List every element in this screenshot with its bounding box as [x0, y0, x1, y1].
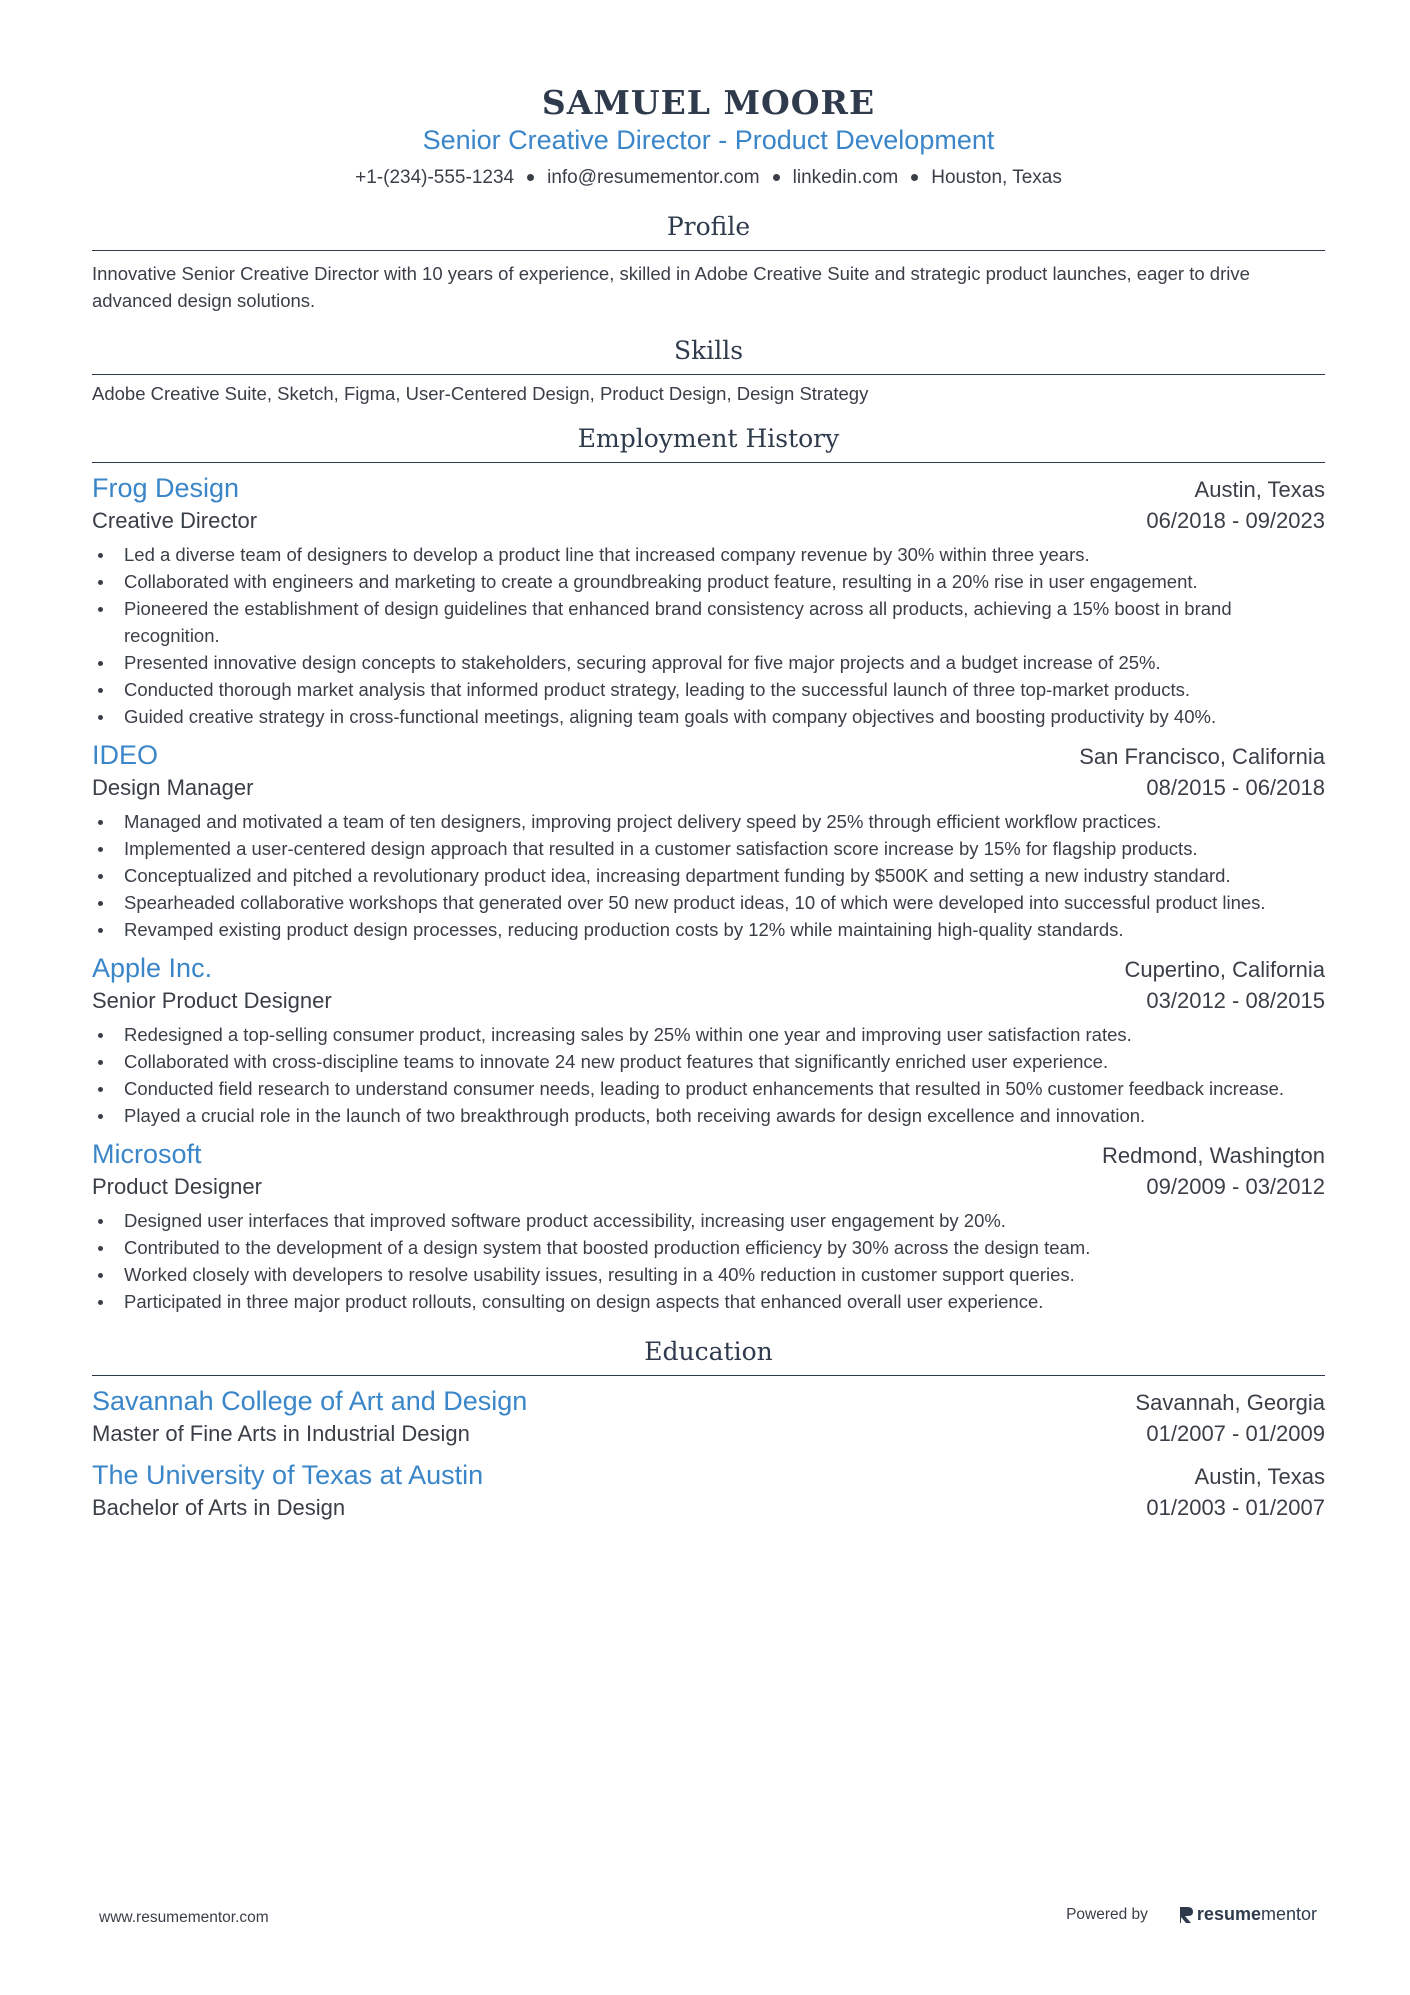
list-item: Presented innovative design concepts to stakeholders, securing approval for five major projects and a budget increase of 25%.: [92, 649, 1325, 676]
job-dates: 06/2018 - 09/2023: [1146, 508, 1325, 533]
contact-linkedin: linkedin.com: [792, 167, 899, 188]
list-item: Spearheaded collaborative workshops that generated over 50 new product ideas, 10 of which were developed into successful product lines.: [92, 889, 1325, 916]
list-item: Led a diverse team of designers to develop a product line that increased company revenue by 30% within three years.: [92, 541, 1325, 568]
list-item: Implemented a user-centered design approach that resulted in a customer satisfaction score increase by 15% for flagship products.: [92, 835, 1325, 862]
list-item: Conducted field research to understand consumer needs, leading to product enhancements that resulted in 50% customer feedback increase.: [92, 1075, 1325, 1102]
separator-dot: [773, 174, 780, 181]
job-dates: 09/2009 - 03/2012: [1146, 1174, 1325, 1199]
school-name: Savannah College of Art and Design: [92, 1386, 528, 1416]
resume-page: [92, 0, 1325, 1524]
education-heading: Education: [92, 1335, 1325, 1376]
skills-heading: Skills: [92, 334, 1325, 375]
job-bullets: [92, 808, 1325, 943]
degree: Bachelor of Arts in Design: [92, 1495, 346, 1520]
job-role: Senior Product Designer: [92, 988, 332, 1013]
job-company: Microsoft: [92, 1139, 202, 1169]
resume-header: [92, 0, 1325, 190]
job-bullets: [92, 541, 1325, 730]
employment-heading: Employment History: [92, 422, 1325, 463]
job-company: Frog Design: [92, 473, 240, 503]
job-dates: 08/2015 - 06/2018: [1146, 775, 1325, 800]
job-dates: 03/2012 - 08/2015: [1146, 988, 1325, 1013]
job-entry: [92, 738, 1325, 943]
list-item: Revamped existing product design processes, reducing production costs by 12% while maintaining high-quality standards.: [92, 916, 1325, 943]
school-name: The University of Texas at Austin: [92, 1460, 484, 1490]
skills-section: [92, 334, 1325, 407]
school-dates: 01/2007 - 01/2009: [1146, 1421, 1325, 1446]
separator-dot: [911, 174, 918, 181]
list-item: Designed user interfaces that improved software product accessibility, increasing user engagement by 20%.: [92, 1207, 1325, 1234]
contact-location: Houston, Texas: [931, 167, 1062, 188]
candidate-title: Senior Creative Director - Product Development: [422, 125, 995, 155]
list-item: Collaborated with cross-discipline teams to innovate 24 new product features that significantly enriched user experience.: [92, 1048, 1325, 1075]
job-role: Creative Director: [92, 508, 258, 533]
school-dates: 01/2003 - 01/2007: [1146, 1495, 1325, 1520]
contact-email: info@resumementor.com: [547, 167, 760, 188]
profile-heading: Profile: [92, 210, 1325, 251]
list-item: Contributed to the development of a design system that boosted production efficiency by 30% across the design team.: [92, 1234, 1325, 1261]
list-item: Guided creative strategy in cross-functional meetings, aligning team goals with company objectives and boosting productivity by 40%.: [92, 703, 1325, 730]
list-item: Collaborated with engineers and marketing to create a groundbreaking product feature, resulting in a 20% rise in user engagement.: [92, 568, 1325, 595]
resumementor-logo[interactable]: [1178, 1904, 1317, 1925]
list-item: Pioneered the establishment of design guidelines that enhanced brand consistency across all products, achieving a 15% boost in brand recognition.: [92, 595, 1325, 649]
skills-text: Adobe Creative Suite, Sketch, Figma, User-Centered Design, Product Design, Design Strategy: [92, 383, 869, 404]
education-entry: [92, 1384, 1325, 1450]
powered-by-label: Powered by: [1066, 1905, 1148, 1923]
list-item: Conducted thorough market analysis that informed product strategy, leading to the successful launch of three top-market products.: [92, 676, 1325, 703]
contact-phone: +1-(234)-555-1234: [355, 167, 515, 188]
footer-website[interactable]: www.resumementor.com: [99, 1909, 269, 1926]
logo-text-resume: resume: [1196, 1904, 1261, 1924]
job-entry: [92, 1137, 1325, 1315]
list-item: Worked closely with developers to resolve usability issues, resulting in a 40% reduction in customer support queries.: [92, 1261, 1325, 1288]
job-location: San Francisco, California: [1079, 744, 1325, 769]
resumementor-logo-icon: [1178, 1905, 1194, 1925]
school-location: Austin, Texas: [1194, 1464, 1325, 1489]
job-role: Product Designer: [92, 1174, 262, 1199]
job-bullets: [92, 1021, 1325, 1129]
job-entry: [92, 471, 1325, 730]
candidate-name: SAMUEL MOORE: [541, 83, 876, 122]
footer-branding: [1066, 1904, 1317, 1925]
job-company: IDEO: [92, 740, 159, 770]
education-entry: [92, 1458, 1325, 1524]
contact-line: [92, 166, 1325, 190]
job-location: Austin, Texas: [1194, 477, 1325, 502]
job-role: Design Manager: [92, 775, 254, 800]
logo-text-mentor: mentor: [1260, 1904, 1317, 1924]
profile-text: Innovative Senior Creative Director with 10 years of experience, skilled in Adobe Creative Suite and strategic product launches, eager to drive advanced design solutions.: [92, 263, 1250, 311]
job-entry: [92, 951, 1325, 1129]
list-item: Managed and motivated a team of ten designers, improving project delivery speed by 25% through efficient workflow practices.: [92, 808, 1325, 835]
list-item: Redesigned a top-selling consumer product, increasing sales by 25% within one year and improving user satisfaction rates.: [92, 1021, 1325, 1048]
education-section: [92, 1335, 1325, 1524]
list-item: Played a crucial role in the launch of two breakthrough products, both receiving awards for design excellence and innovation.: [92, 1102, 1325, 1129]
list-item: Conceptualized and pitched a revolutionary product idea, increasing department funding by $500K and setting a new industry standard.: [92, 862, 1325, 889]
job-bullets: [92, 1207, 1325, 1315]
employment-section: [92, 422, 1325, 1315]
separator-dot: [527, 174, 534, 181]
profile-section: [92, 210, 1325, 314]
degree: Master of Fine Arts in Industrial Design: [92, 1421, 470, 1446]
job-location: Redmond, Washington: [1102, 1143, 1325, 1168]
list-item: Participated in three major product rollouts, consulting on design aspects that enhanced overall user experience.: [92, 1288, 1325, 1315]
school-location: Savannah, Georgia: [1135, 1390, 1325, 1415]
job-company: Apple Inc.: [92, 953, 213, 983]
job-location: Cupertino, California: [1124, 957, 1325, 982]
